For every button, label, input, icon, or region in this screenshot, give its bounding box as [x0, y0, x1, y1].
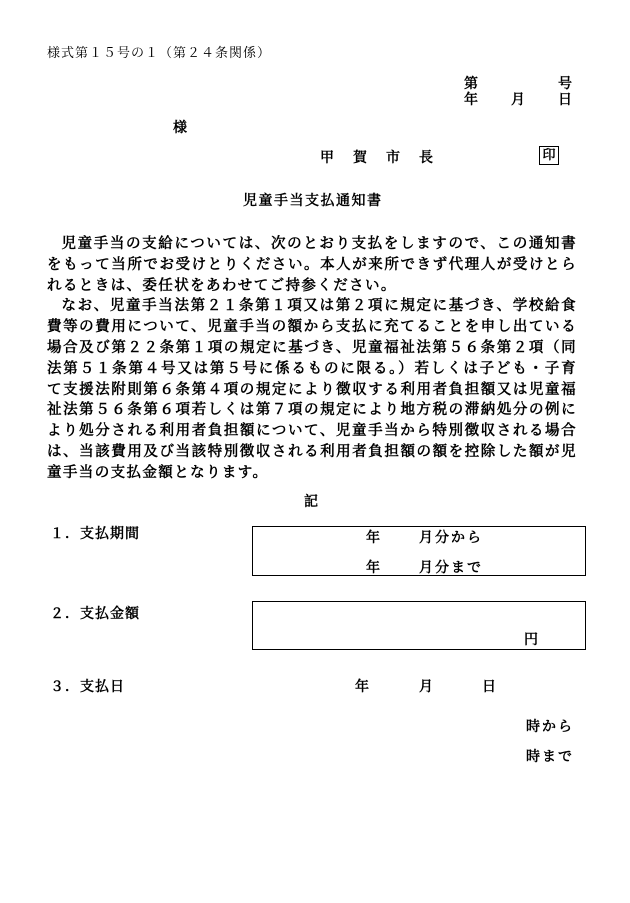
payment-time-to: 時まで	[526, 749, 574, 765]
body-text	[47, 234, 577, 484]
period-to-month: 月分まで	[419, 560, 483, 576]
addressee-suffix: 様	[173, 120, 187, 136]
body-paragraph-2: なお、児童手当法第２１条第１項又は第２項に規定に基づき、学校給食費等の費用について、児童手当の額から支払に充てることを申し出ている場合及び第２２条第１項の規定に基づき、児童福祉法第５６条第２項（同法第５１条第４号又は第５号に係るものに限る。）若しくは子ども・子育て支援法附則第６条第４項の規定により徴収する利用者負担額又は児童福祉法第５６条第６項若しくは第７項の規定により地方税の滞納処分の例により処分される利用者負担額について、児童手当から特別徴収される場合は、当該費用及び当該特別徴収される利用者負担額の額を控除した額が児童手当の支払金額となります。	[47, 297, 577, 481]
payment-amount-label: ２．支払金額	[50, 606, 140, 622]
payment-date-label: ３．支払日	[50, 679, 125, 695]
issue-date-month: 月	[511, 92, 525, 108]
payment-date-day: 日	[482, 679, 498, 695]
ki-heading: 記	[304, 494, 318, 510]
period-from-month: 月分から	[419, 530, 483, 546]
document-title: 児童手当支払通知書	[243, 193, 383, 209]
body-paragraph-1: 児童手当の支給については、次のとおり支払をしますので、この通知書をもって当所でお受けとりください。本人が来所できず代理人が受けとられるときは、委任状をあわせてご持参ください。	[47, 235, 577, 294]
number-suffix: 号	[558, 76, 572, 92]
amount-unit: 円	[524, 632, 540, 648]
payment-date-year: 年	[355, 679, 371, 695]
period-to-year: 年	[366, 560, 382, 576]
form-number: 様式第１５号の１（第２４条関係）	[47, 46, 272, 61]
payment-period-label: １．支払期間	[50, 526, 140, 542]
period-from-year: 年	[366, 530, 382, 546]
payment-date-month: 月	[419, 679, 435, 695]
issue-date-year: 年	[464, 92, 478, 108]
seal-box: 印	[539, 146, 559, 165]
number-prefix: 第	[464, 76, 478, 92]
payment-time-from: 時から	[526, 719, 574, 735]
issue-date-day: 日	[558, 92, 572, 108]
issuer-name: 甲賀市長	[320, 150, 452, 166]
